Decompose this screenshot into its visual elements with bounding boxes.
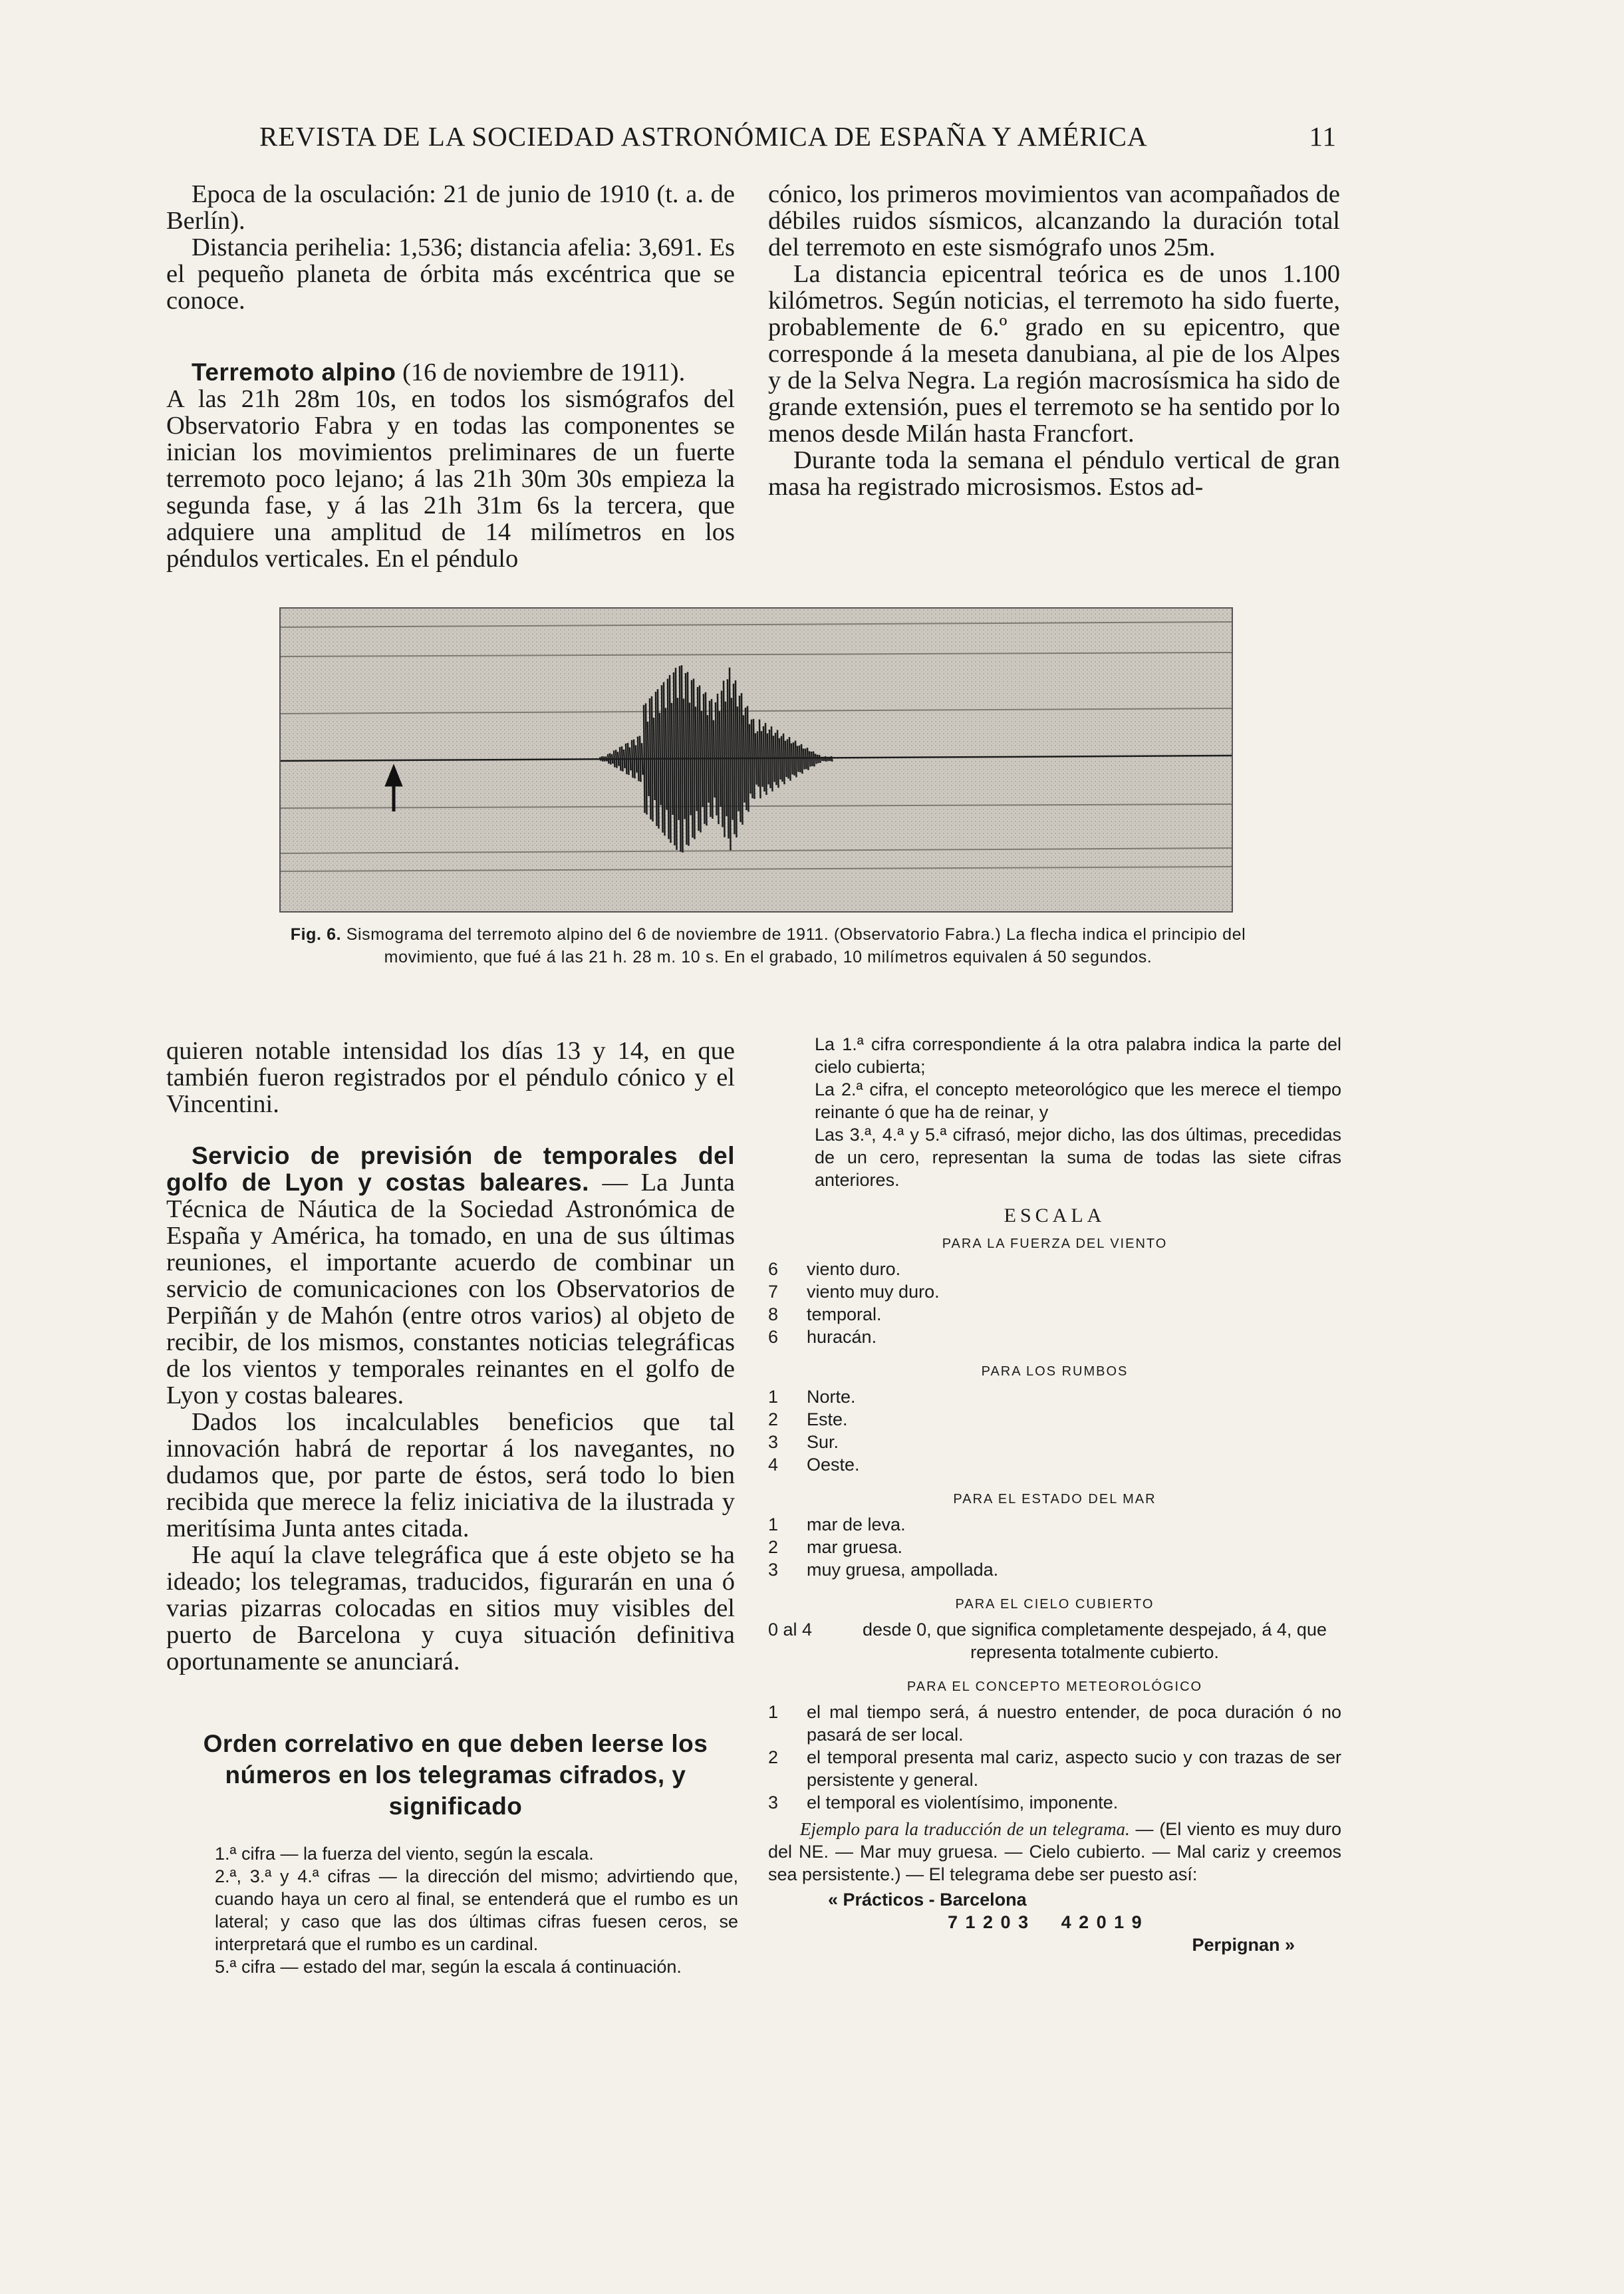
page-number: 11 [1309,121,1337,152]
list-item: 1 Norte. [768,1387,856,1407]
paragraph: La distancia epicentral teórica es de unos 1.100 kilómetros. Según noticias, el terremoto ha sido fuerte, probablemente de 6.º grado en su epicentro, que corresponde á la meseta danubiana, al pie de los Alpes y de la Selva Negra. La región macrosísmica ha sido de grande extensión, pues el terremoto se ha sentido por lo menos desde Milán hasta Francfort. [768,260,1340,448]
list-item: 3 Sur. [768,1432,839,1452]
list-item: 8 temporal. [768,1304,882,1324]
heading-date: (16 de noviembre de 1911). [396,358,686,386]
list-item: 3 muy gruesa, ampollada. [768,1560,999,1580]
paragraph: Epoca de la osculación: 21 de junio de 1910 (t. a. de Berlín). [166,180,735,235]
list-item: 7 viento muy duro. [768,1282,940,1302]
right-column-bottom [768,1033,1341,1956]
order-title: Orden correlativo en que deben leerse los números en los telegramas cifrados, y significado [203,1730,708,1820]
subheading: PARA EL CIELO CUBIERTO [955,1597,1154,1612]
paragraph [166,359,735,386]
list-item: 5.ª cifra — estado del mar, según la escala á continuación. [215,1957,682,1977]
paragraph: cónico, los primeros movimientos van acompañados de débiles ruidos sísmicos, alcanzando la duración total del terremoto en este sismógrafo unos 25m. [768,180,1340,261]
section-text: — La Junta Técnica de Náutica de la Sociedad Astronómica de España y América, ha tomado, en una de sus últimas reuniones, el importante acuerdo de combinar un servicio de comunicaciones con los Observatorios de Perpiñán y de Mahón (entre otros varios) al objeto de recibir, de los mismos, constantes noticias telegráficas de los vientos y temporales reinantes en el golfo de Lyon y costas baleares. [166,1169,735,1409]
example-label: Ejemplo para la traducción de un telegrama. [800,1819,1130,1839]
list-item: 6 huracán. [768,1327,877,1347]
sea-list [768,1513,1341,1581]
list-item: 1 el mal tiempo será, á nuestro entender, de poca duración ó no pasará de ser local. [768,1702,1341,1745]
left-column-bottom [166,1038,735,1675]
section-heading: Terremoto alpino [192,358,396,386]
scale-heading: ESCALA [1004,1205,1106,1226]
right-column-top [768,181,1340,500]
figure-caption [279,923,1257,968]
list-item: 3 el temporal es violentísimo, imponente. [768,1792,1119,1812]
list-item: 2.ª, 3.ª y 4.ª cifras — la dirección del mismo; advirtiendo que, cuando haya un cero al final, se entenderá que el rumbo es un lateral; y caso que las dos últimas cifras fuesen ceros, se interpretará que el rumbo es un cardinal. [215,1866,738,1954]
list-item: 6 viento duro. [768,1259,901,1279]
paragraph: Durante toda la semana el péndulo vertical de gran masa ha registrado microsismos. Estos ad- [768,446,1340,501]
bearing-list [768,1385,1341,1476]
paragraph: Distancia perihelia: 1,536; distancia afelia: 3,691. Es el pequeño planeta de órbita más excéntrica que se conoce. [166,233,735,315]
section-heading: Servicio de previsión de temporales del golfo de Lyon y costas baleares. [166,1142,735,1196]
list-item: 2 Este. [768,1409,848,1429]
list-item: 1 mar de leva. [768,1514,906,1534]
telegram-line-2: 7 1 2 0 3 4 2 0 1 9 [948,1912,1143,1932]
paragraph [166,1143,735,1409]
list-item: La 1.ª cifra correspondiente á la otra palabra indica la parte del cielo cubierta; [815,1034,1341,1077]
order-list [168,1842,738,1978]
paragraph: A las 21h 28m 10s, en todos los sismógrafos del Observatorio Fabra y en todas las componentes se inician los movimientos preliminares de un fuerte terremoto poco lejano; á las 21h 30m 30s empieza la segunda fase, y á las 21h 31m 6s la tercera, que adquiere una amplitud de 14 milímetros en los péndulos verticales. En el péndulo [166,385,735,573]
list-item: 1.ª cifra — la fuerza del viento, según la escala. [215,1844,594,1864]
example-paragraph: Ejemplo para la traducción de un telegrama. — (El viento es muy duro del NE. — Mar muy gruesa. — Cielo cubierto. — Mal cariz y creemos sea persistente.) — El telegrama debe ser puesto así: [768,1819,1341,1884]
subheading: PARA LOS RUMBOS [981,1364,1129,1379]
running-header [259,120,1337,153]
caption-text: Sismograma del terremoto alpino del 6 de noviembre de 1911. (Observatorio Fabra.) La flecha indica el principio del movimiento, que fué á las 21 h. 28 m. 10 s. En el grabado, 10 milímetros equivalen á 50 segundos. [346,925,1246,966]
telegram-line-1: « Prácticos - Barcelona [828,1890,1027,1910]
seismogram-figure [279,607,1233,913]
subheading: PARA LA FUERZA DEL VIENTO [942,1236,1168,1251]
list-item: La 2.ª cifra, el concepto meteorológico que les merece el tiempo reinante ó que ha de reinar, y [815,1079,1341,1122]
wind-list [768,1258,1341,1348]
concept-list [768,1701,1341,1814]
paragraph: He aquí la clave telegráfica que á este objeto se ha ideado; los telegramas, traducidos, figurarán en una ó varias pizarras colocadas en sitios muy visibles del puerto de Barcelona y cuya situación definitiva oportunamente se anunciará. [166,1541,735,1675]
figure-label: Fig. 6. [290,925,342,944]
journal-title: REVISTA DE LA SOCIEDAD ASTRONÓMICA DE ESPAÑA Y AMÉRICA [259,121,1148,152]
subheading: PARA EL CONCEPTO METEOROLÓGICO [906,1679,1203,1694]
seismogram-trace [281,609,1232,911]
left-column-top [166,181,735,572]
paragraph: Dados los incalculables beneficios que tal innovación habrá de reportar á los navegantes, no dudamos que, por parte de éstos, será todo lo bien recibida que merece la feliz iniciativa de la ilustrada y meritísima Junta antes citada. [166,1408,735,1542]
telegram-line-3: Perpignan » [1192,1935,1295,1955]
subheading: PARA EL ESTADO DEL MAR [953,1492,1156,1506]
list-item: 0 al 4 desde 0, que significa completamente despejado, á 4, que representa totalmente cubierto. [768,1620,1327,1662]
list-item: Las 3.ª, 4.ª y 5.ª cifrasó, mejor dicho, las dos últimas, precedidas de un cero, representan la suma de todas las siete cifras anteriores. [815,1125,1341,1190]
list-item: 2 el temporal presenta mal cariz, aspecto sucio y con trazas de ser persistente y general. [768,1747,1341,1790]
list-item: 2 mar gruesa. [768,1537,903,1557]
list-item: 4 Oeste. [768,1455,860,1475]
paragraph: quieren notable intensidad los días 13 y 14, en que también fueron registrados por el péndulo cónico y el Vincentini. [166,1037,735,1118]
